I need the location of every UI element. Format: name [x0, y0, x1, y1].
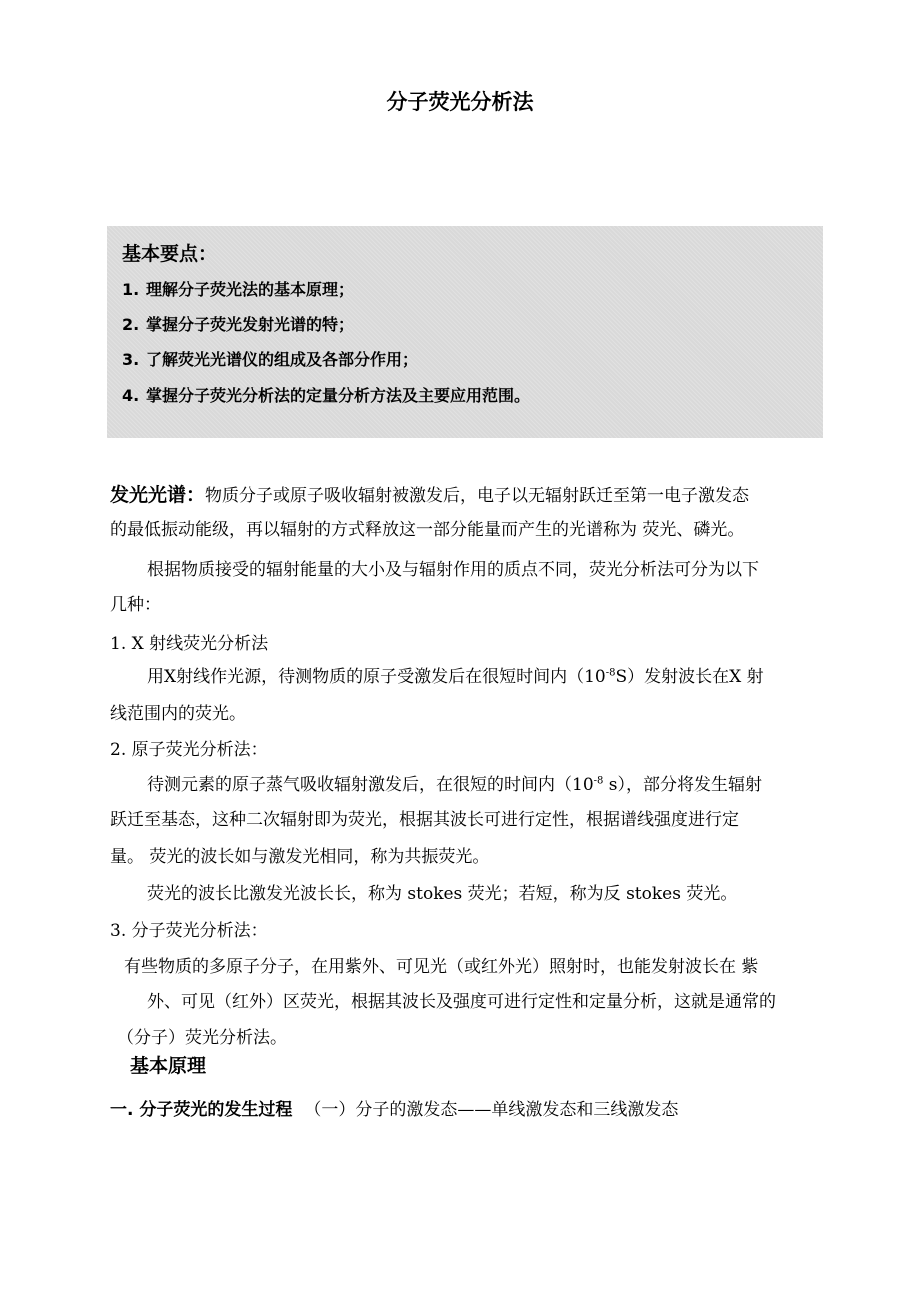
key-point-number: 3.	[122, 350, 140, 369]
key-point-number: 4.	[122, 386, 140, 405]
key-point-text: 了解荧光光谱仪的组成及各部分作用；	[146, 350, 419, 369]
atomic-line-1-start: 待测元素的原子蒸气吸收辐射激发后，在很短的时间内（10	[147, 775, 594, 795]
key-point-text: 掌握分子荧光发射光谱的特；	[146, 315, 355, 334]
spectrum-definition-line-2: 的最低振动能级，再以辐射的方式释放这一部分能量而产生的光谱称为 荧光、磷光。	[110, 520, 745, 540]
key-point-item	[122, 277, 354, 303]
atomic-line-1-end: s），部分将发生辐射	[603, 775, 763, 795]
classify-paragraph-line-1: 根据物质接受的辐射能量的大小及与辐射作用的质点不同，荧光分析法可分为以下	[147, 560, 759, 580]
xray-line-1-start: 用X射线作光源，待测物质的原子受激发后在很短时间内（10	[147, 667, 606, 687]
atomic-line-1	[147, 771, 762, 799]
molecular-line-1: 有些物质的多原子分子，在用紫外、可见光（或红外光）照射时，也能发射波长在 紫	[124, 957, 759, 977]
xray-exponent: -8	[605, 667, 616, 679]
key-point-number: 1.	[122, 280, 140, 299]
atomic-line-4: 荧光的波长比激发光波长长，称为 stokes 荧光；若短，称为反 stokes 荧光。	[147, 884, 738, 904]
xray-line-2: 线范围内的荧光。	[110, 704, 246, 724]
key-point-number: 2.	[122, 315, 140, 334]
section-1-title: 一. 分子荧光的发生过程	[110, 1100, 293, 1120]
key-point-item	[122, 312, 354, 338]
key-point-text: 掌握分子荧光分析法的定量分析方法及主要应用范围。	[146, 386, 531, 405]
xray-heading: 1. X 射线荧光分析法	[110, 634, 269, 654]
spectrum-definition-line	[110, 481, 749, 510]
spectrum-lead-term: 发光光谱：	[110, 484, 206, 506]
molecular-heading: 3. 分子荧光分析法：	[110, 921, 268, 941]
page-title: 分子荧光分析法	[386, 90, 534, 114]
key-point-item	[122, 383, 530, 409]
atomic-exponent: -8	[593, 775, 604, 787]
section-1-heading	[110, 1096, 678, 1124]
key-point-text: 理解分子荧光法的基本原理；	[146, 280, 355, 299]
key-point-item	[122, 347, 418, 373]
key-points-box	[107, 226, 823, 438]
atomic-line-3: 量。 荧光的波长如与激发光相同，称为共振荧光。	[110, 847, 490, 867]
xray-line-1-end: S）发射波长在X 射	[615, 667, 764, 687]
atomic-line-2: 跃迁至基态，这种二次辐射即为荧光，根据其波长可进行定性，根据谱线强度进行定	[110, 810, 739, 830]
xray-line-1	[147, 663, 764, 691]
classify-paragraph-line-2: 几种：	[110, 595, 161, 615]
key-points-heading: 基本要点：	[122, 243, 218, 265]
molecular-line-3: （分子）荧光分析法。	[117, 1028, 287, 1048]
principle-heading: 基本原理	[130, 1055, 207, 1077]
atomic-heading: 2. 原子荧光分析法：	[110, 740, 268, 760]
molecular-line-2: 外、可见（红外）区荧光，根据其波长及强度可进行定性和定量分析，这就是通常的	[147, 992, 776, 1012]
spectrum-definition-text: 物质分子或原子吸收辐射被激发后，电子以无辐射跃迁至第一电子激发态	[205, 486, 750, 506]
section-1-subtitle: （一）分子的激发态——单线激发态和三线激发态	[304, 1100, 679, 1120]
